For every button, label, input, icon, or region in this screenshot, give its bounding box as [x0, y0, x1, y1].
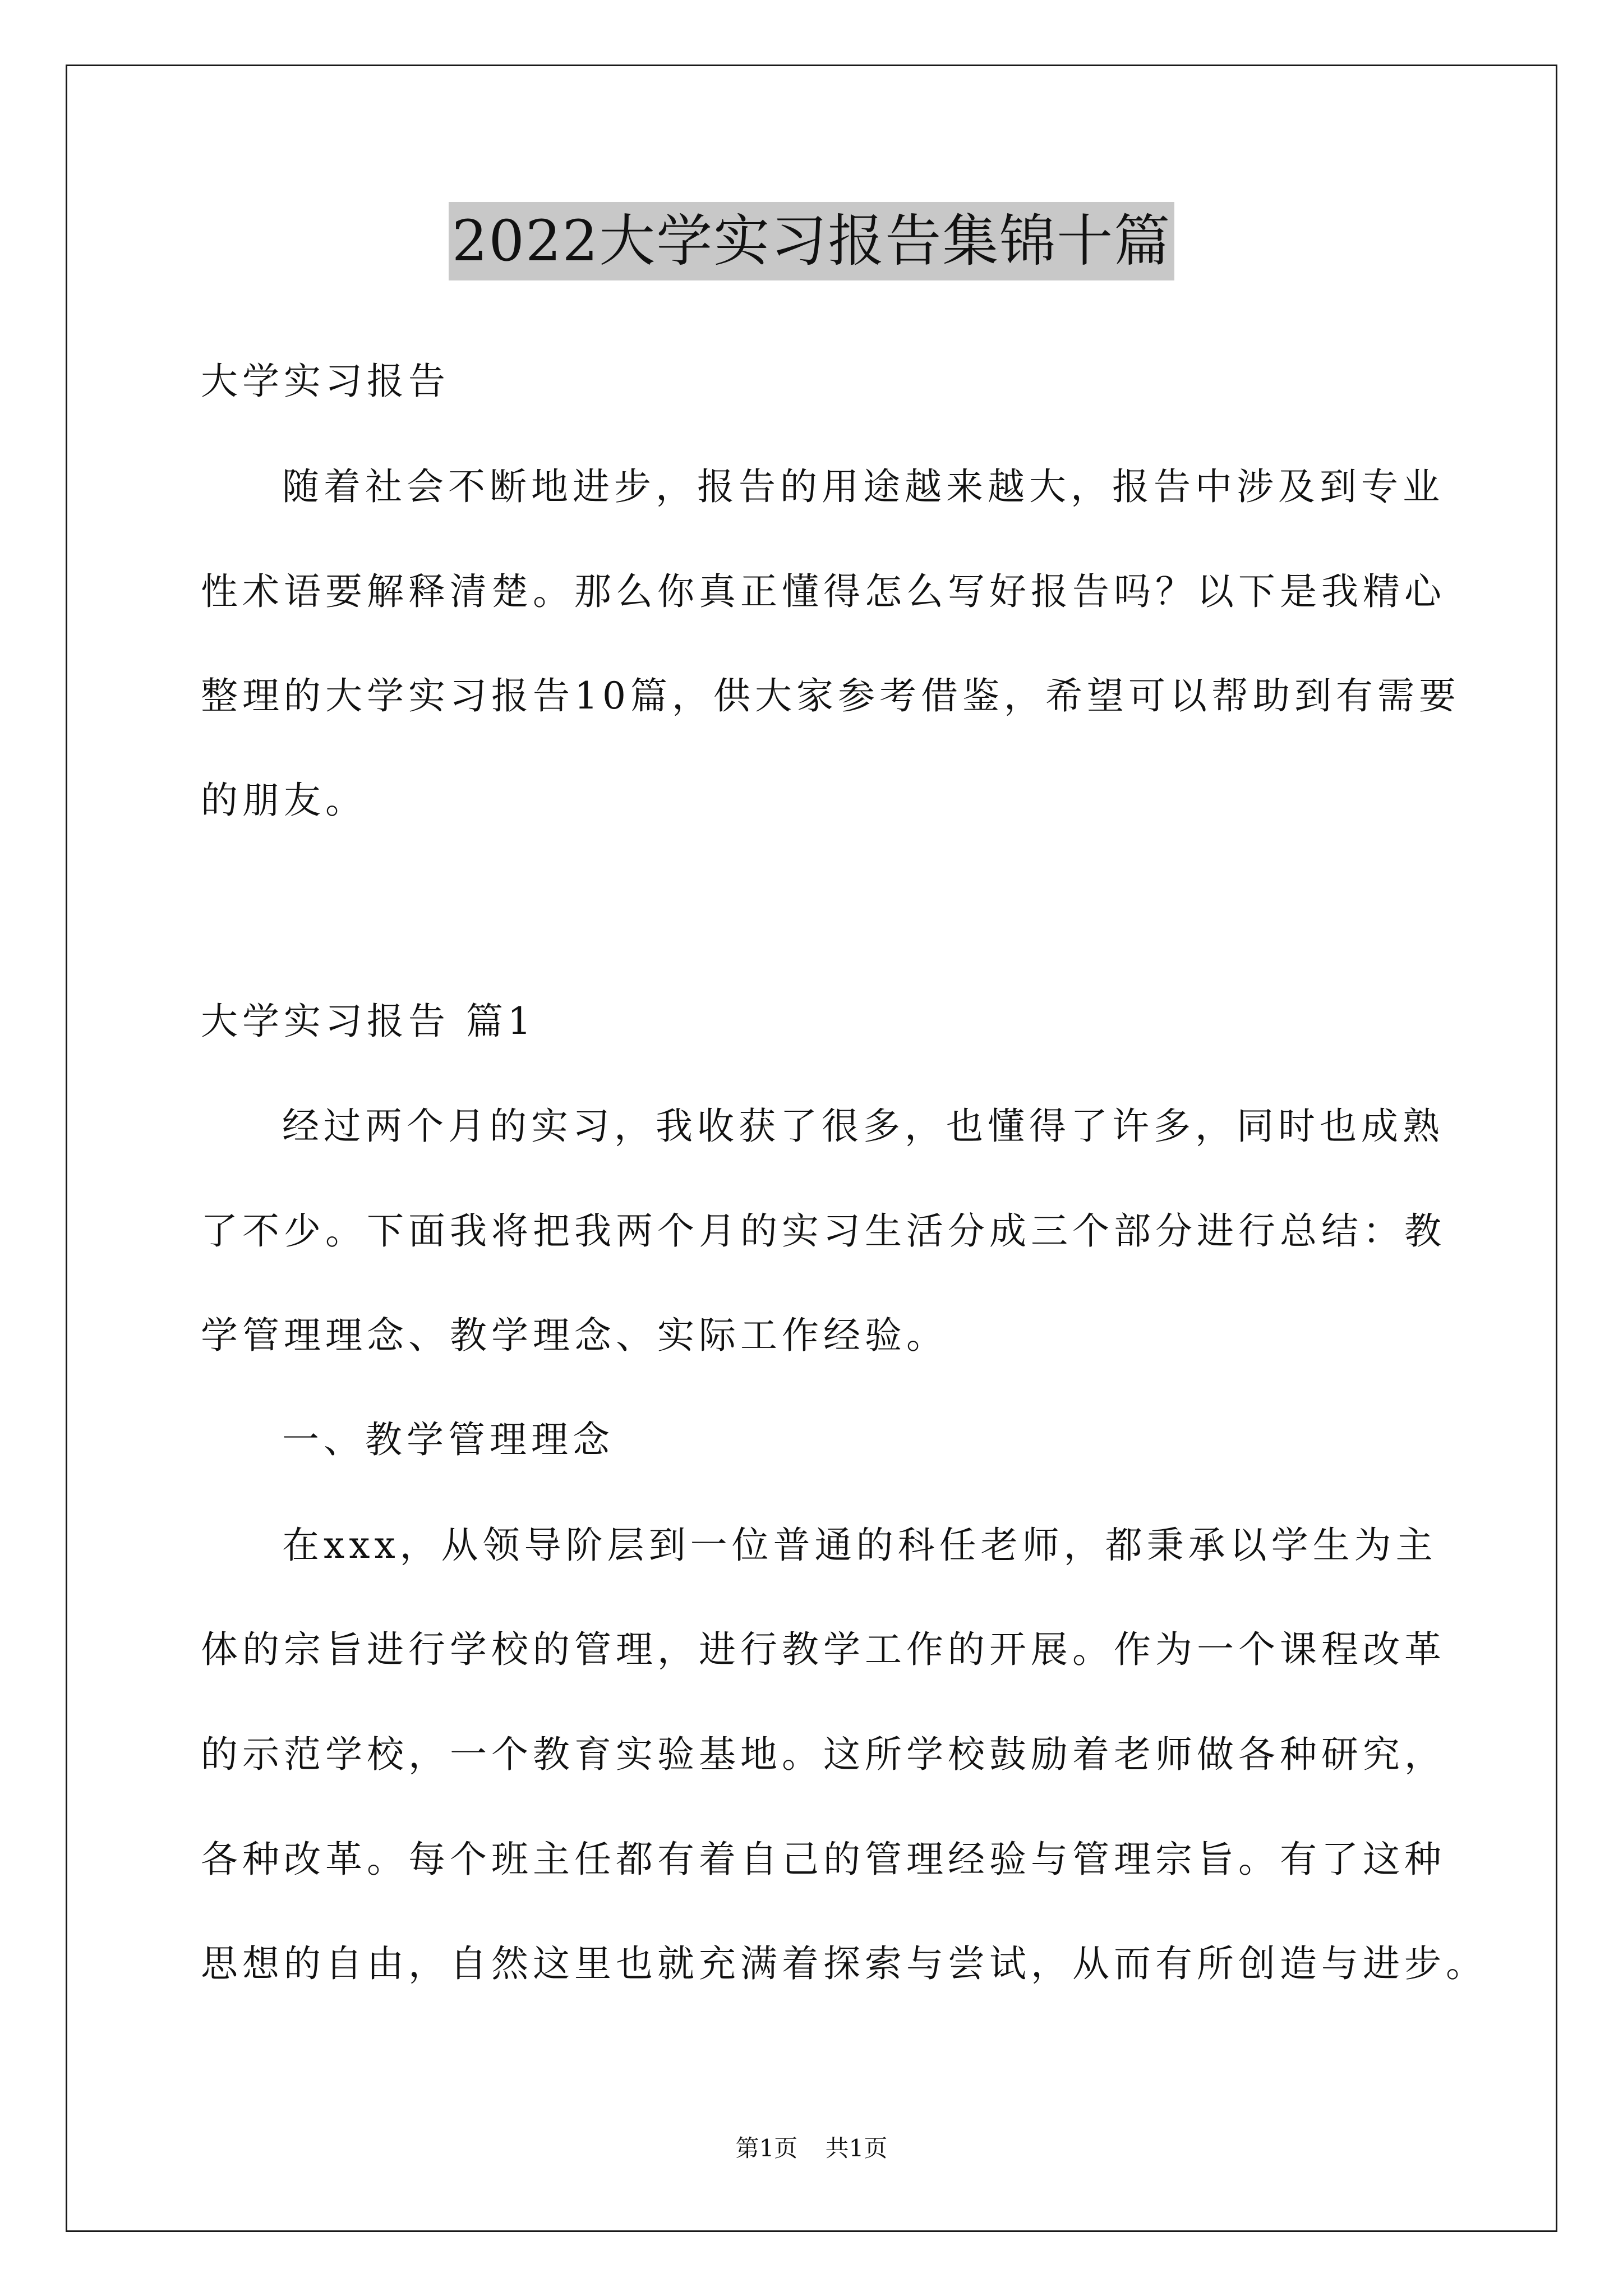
section-heading: 大学实习报告 篇1: [201, 1000, 536, 1043]
paragraph-line: 经过两个月的实习，我收获了很多，也懂得了许多，同时也成熟: [282, 1105, 1444, 1148]
page-footer: [0, 2132, 1623, 2165]
page-number: 第1页: [735, 2134, 798, 2162]
paragraph-line: 的示范学校，一个教育实验基地。这所学校鼓励着老师做各种研究，: [201, 1733, 1446, 1776]
paragraph-line: 思想的自由，自然这里也就充满着探索与尝试，从而有所创造与进步。: [201, 1942, 1487, 1985]
paragraph-line: 随着社会不断地进步，报告的用途越来越大，报告中涉及到专业: [282, 465, 1444, 508]
paragraph-line: 了不少。下面我将把我两个月的实习生活分成三个部分进行总结：教: [201, 1209, 1446, 1253]
subheading: 一、教学管理理念: [282, 1418, 614, 1461]
paragraph-line: 性术语要解释清楚。那么你真正懂得怎么写好报告吗？以下是我精心: [201, 570, 1446, 613]
page-total: 共1页: [825, 2134, 888, 2162]
paragraph-line: 在xxx，从领导阶层到一位普通的科任老师，都秉承以学生为主: [282, 1524, 1437, 1567]
paragraph-line: 整理的大学实习报告10篇，供大家参考借鉴，希望可以帮助到有需要: [201, 674, 1460, 717]
paragraph-line: 各种改革。每个班主任都有着自己的管理经验与管理宗旨。有了这种: [201, 1838, 1446, 1881]
paragraph-line: 学管理理念、教学理念、实际工作经验。: [201, 1314, 948, 1357]
title-container: [0, 202, 1623, 280]
paragraph-line: 体的宗旨进行学校的管理，进行教学工作的开展。作为一个课程改革: [201, 1628, 1446, 1671]
document-title: 2022大学实习报告集锦十篇: [449, 202, 1175, 280]
paragraph-line: 的朋友。: [201, 779, 367, 822]
section-heading: 大学实习报告: [201, 360, 450, 403]
